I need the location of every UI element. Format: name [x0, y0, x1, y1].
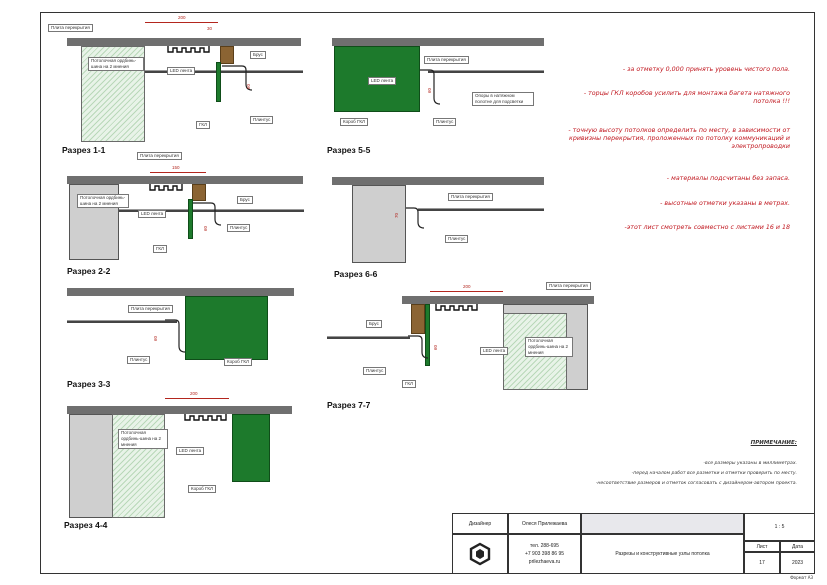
dim-60: 60 — [153, 335, 159, 342]
tag-gkl: ГКЛ — [153, 245, 167, 253]
tag-support: Опоры в натяжном полотне для подсветки — [472, 92, 534, 106]
logo — [452, 534, 508, 574]
format-label: Формат А3 — [790, 575, 813, 580]
wood-beam — [220, 46, 234, 64]
title-block-contacts — [508, 534, 581, 574]
tag-box-gkl: Короб ГКЛ — [224, 358, 252, 366]
section-label: Разрез 2-2 — [67, 266, 111, 276]
section-label: Разрез 4-4 — [64, 520, 108, 530]
gkl-box — [232, 414, 270, 482]
slab — [402, 296, 594, 304]
tag-soffit: Потолочная ордбинь-шина на 2 мнения — [88, 57, 144, 71]
tag-brus: Брус — [237, 196, 253, 204]
dim-60: 60 — [246, 83, 252, 90]
tag-soffit: Потолочная ордбинь-шина на 2 мнения — [77, 194, 129, 208]
tag-led: LED лента — [480, 347, 508, 355]
tag-slab: Плита перекрытия — [448, 193, 493, 201]
tag-brus: Брус — [366, 320, 382, 328]
wood-beam — [192, 184, 206, 201]
title-block-role: Дизайнер — [452, 513, 508, 534]
note-line: - за отметку 0,000 принять уровень чистого пола. — [622, 66, 790, 73]
baguette-profile-2 — [193, 201, 221, 227]
baguette-profile-3 — [165, 318, 187, 354]
remark-title: ПРИМЕЧАНИЕ: — [750, 440, 797, 446]
tag-brus: Брус — [250, 51, 266, 59]
sheet-number: 17 — [744, 552, 780, 574]
remark-line: -перед началом работ все разметки и отметки проверить по месту. — [631, 471, 797, 476]
website: prilezhaeva.ru — [528, 559, 561, 565]
tag-plinth: Плинтус — [250, 116, 273, 124]
title-block-scale: 1 : 5 — [744, 513, 815, 541]
note-line: -этот лист смотреть совместно с листами 16 и 18 — [624, 224, 790, 231]
slab — [67, 288, 294, 296]
tag-plinth: Плинтус — [127, 356, 150, 364]
dim-200: 200 — [178, 15, 186, 20]
tag-plinth: Плинтус — [363, 367, 386, 375]
tag-plinth: Плинтус — [433, 118, 456, 126]
tag-led: LED лента — [138, 210, 166, 218]
led-profile-7 — [436, 304, 482, 312]
tag-soffit: Потолочная ордбинь-шина на 2 мнения — [118, 429, 168, 449]
stretch-ceiling-film — [428, 70, 544, 73]
dim-60: 60 — [203, 225, 209, 232]
year: 2023 — [780, 552, 815, 574]
remark-line: -все размеры указаны в миллиметрах. — [703, 461, 797, 466]
remark-line: -несоответствие размеров и отметок согласовать с дизайнером-автором проекта. — [595, 481, 797, 486]
tag-slab: Плита перекрытия — [424, 56, 469, 64]
tag-gkl: ГКЛ — [196, 121, 210, 129]
section-label: Разрез 6-6 — [334, 269, 378, 279]
slab — [67, 176, 303, 184]
stretch-ceiling-film — [327, 336, 410, 339]
title-block-redacted — [581, 513, 744, 534]
logo-icon — [469, 543, 491, 565]
tag-plinth: Плинтус — [445, 235, 468, 243]
title-block-sheet-title: Разрезы и конструктивные узлы потолка — [581, 534, 744, 574]
phone-1: тел. 288-695 — [530, 543, 559, 549]
led-profile-2 — [150, 184, 188, 192]
slab — [67, 406, 292, 414]
section-label: Разрез 7-7 — [327, 400, 371, 410]
section-label: Разрез 1-1 — [62, 145, 106, 155]
baguette-profile-6 — [406, 206, 426, 230]
tag-slab: Плита перекрытия — [546, 282, 591, 290]
stretch-ceiling-film — [67, 320, 177, 323]
tag-soffit: Потолочная ордбинь-шина на 2 мнения — [525, 337, 573, 357]
tag-gkl: ГКЛ — [402, 380, 416, 388]
slab — [67, 38, 301, 46]
stretch-ceiling-film — [418, 208, 544, 211]
note-line: - точную высоту потолков определить по месту, в зависимости от кривизны перекрытия, проложенных по потолку коммуникаций и электропроводки — [568, 127, 790, 150]
tag-box-gkl: Короб ГКЛ — [188, 485, 216, 493]
slab — [332, 177, 544, 185]
dim-150: 150 — [172, 165, 180, 170]
note-line: - материалы подсчитаны без запаса. — [666, 175, 790, 182]
tag-led: LED лента — [176, 447, 204, 455]
gray-wall — [352, 185, 406, 263]
led-profile-1 — [168, 46, 214, 54]
title-block-name: Олеся Прилежаева — [508, 513, 581, 534]
dim-200: 200 — [463, 284, 471, 289]
dim-line — [145, 22, 218, 23]
gkl-board — [216, 62, 221, 102]
dim-60: 60 — [427, 87, 433, 94]
slab — [332, 38, 544, 46]
dim-60: 60 — [433, 344, 439, 351]
phone-2: +7 903 398 86 95 — [524, 551, 565, 557]
wood-beam — [411, 304, 425, 334]
note-line: - высотные отметки указаны в метрах. — [660, 200, 790, 207]
dim-30: 30 — [207, 26, 213, 31]
sheet-label: Лист — [744, 541, 780, 552]
gkl-box — [185, 296, 268, 360]
tag-led: LED лента — [167, 67, 195, 75]
tag-plinth: Плинтус — [227, 224, 250, 232]
dim-line — [150, 172, 206, 173]
tag-slab: Плита перекрытия — [137, 152, 182, 160]
dim-70: 70 — [394, 212, 400, 219]
note-line: - торцы ГКЛ коробов усилить для монтажа багета натяжного потолка !!! — [583, 90, 790, 105]
date-label: Дата — [780, 541, 815, 552]
section-label: Разрез 3-3 — [67, 379, 111, 389]
section-label: Разрез 5-5 — [327, 145, 371, 155]
tag-box-gkl: Короб ГКЛ — [340, 118, 368, 126]
tag-slab: Плита перекрытия — [128, 305, 173, 313]
tag-led: LED лента — [368, 77, 396, 85]
dim-line — [430, 291, 503, 292]
led-profile-4 — [185, 414, 231, 422]
baguette-profile-7 — [408, 334, 430, 362]
dim-line — [165, 398, 229, 399]
tag-slab: Плита перекрытия — [48, 24, 93, 32]
dim-200: 200 — [190, 391, 198, 396]
